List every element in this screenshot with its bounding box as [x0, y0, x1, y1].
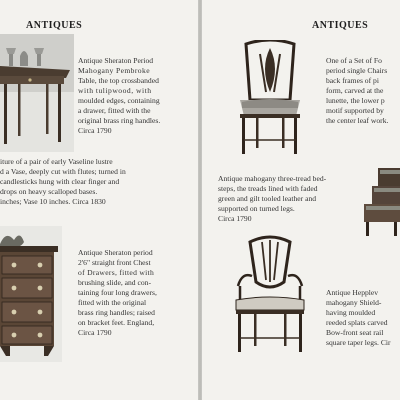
bed-steps-description [218, 174, 326, 224]
description-line: original brass ring handles. [78, 116, 161, 125]
description-line: fitted with the original [78, 298, 147, 307]
description-line: brushing slide, and con- [78, 278, 151, 287]
description-line: d a Vase, deeply cut with flutes; turned in [0, 167, 126, 176]
description-line: green and gilt tooled leather and [218, 194, 317, 203]
hepplewhite-armchair-photo [232, 234, 308, 354]
description-line: on bracket feet. England, [78, 318, 155, 327]
description-line: Antique Sheraton Period [78, 56, 154, 65]
chest-of-drawers-description [78, 248, 157, 338]
description-line: Antique mahogany three-tread bed- [218, 174, 327, 183]
shield-back-chair-photo [232, 40, 308, 156]
right-page-header: ANTIQUES [312, 20, 369, 31]
description-line: taining four long drawers, [78, 288, 157, 297]
description-line: 2'6" straight front Chest [78, 258, 151, 267]
description-line: drops on heavy scalloped bases. [0, 187, 98, 196]
description-line: back frames of pi [326, 76, 379, 85]
description-line: inches; Vase 10 inches. Circa 1830 [0, 197, 106, 206]
description-line: having moulded [326, 308, 376, 317]
description-line: period single Chairs [326, 66, 388, 75]
description-line: Mahogany Pembroke [78, 66, 150, 75]
bed-steps-photo [360, 164, 400, 238]
description-line: Table, the top crossbanded [78, 76, 159, 85]
description-line: moulded edges, containing [78, 96, 160, 105]
description-line: square taper legs. Cir [326, 338, 391, 347]
description-line: lunette, the lower p [326, 96, 385, 105]
description-line: Circa 1790 [218, 214, 252, 223]
left-page-header: ANTIQUES [26, 20, 83, 31]
description-line: of Drawers, fitted with [78, 268, 155, 277]
description-line: form, carved at the [326, 86, 384, 95]
description-line: reeded splats carved [326, 318, 388, 327]
description-line: supported on turned legs. [218, 204, 295, 213]
description-line: a drawer, fitted with the [78, 106, 151, 115]
description-line: steps, the treads lined with faded [218, 184, 318, 193]
description-line: iture of a pair of early Vaseline lustre [0, 157, 113, 166]
description-line: Antique Hepplev [326, 288, 379, 297]
pembroke-table-description [78, 56, 160, 136]
description-line: Circa 1790 [78, 328, 112, 337]
description-line: candlesticks hung with clear finger and [0, 177, 120, 186]
description-line: Circa 1790 [78, 126, 112, 135]
description-line: with tulipwood, with [78, 86, 152, 95]
description-line: One of a Set of Fo [326, 56, 382, 65]
description-line: mahogany Shield- [326, 298, 382, 307]
description-line: motif supported by [326, 106, 384, 115]
lustre-garniture-description [0, 157, 126, 207]
hepplewhite-armchair-description [326, 288, 391, 348]
description-line: Bow-front seat rail [326, 328, 384, 337]
chair-set-description [326, 56, 388, 126]
chest-of-drawers-photo [0, 226, 62, 362]
pembroke-table-photo [0, 34, 74, 152]
description-line: brass ring handles; raised [78, 308, 155, 317]
left-page [0, 0, 198, 400]
right-page [202, 0, 400, 400]
description-line: Antique Sheraton period [78, 248, 153, 257]
description-line: the center leaf work. [326, 116, 389, 125]
